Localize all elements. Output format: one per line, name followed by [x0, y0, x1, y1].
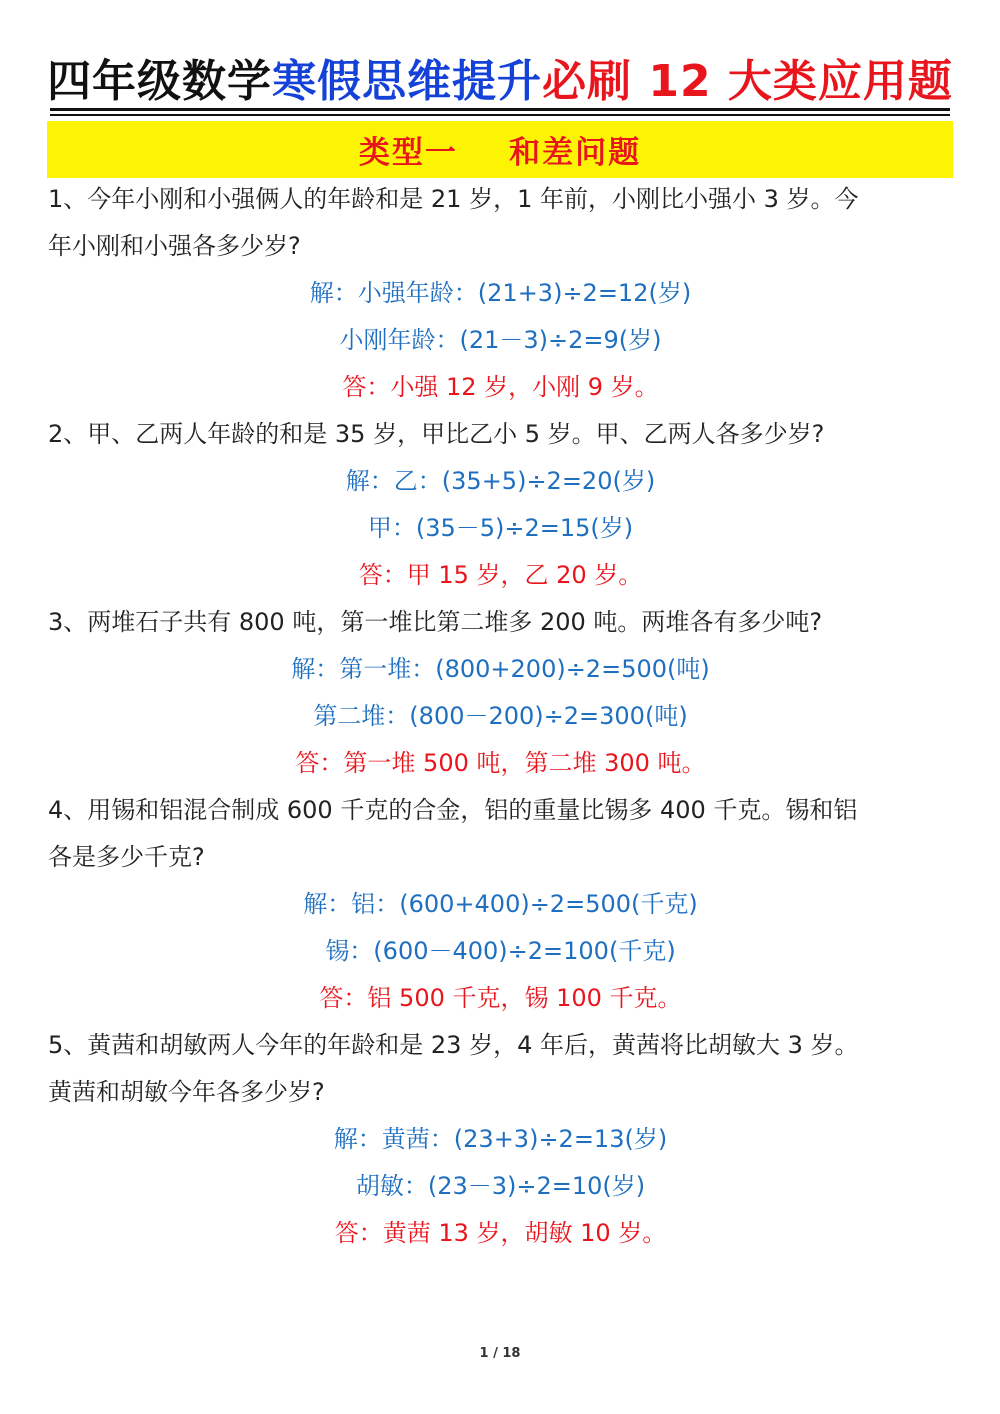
section-banner-text: 类型一 和差问题	[358, 135, 642, 171]
question-line: 年小刚和小强各多少岁?	[48, 232, 301, 260]
answer-line: 答：甲 15 岁，乙 20 岁。	[358, 561, 643, 589]
question-line: 2、甲、乙两人年龄的和是 35 岁，甲比乙小 5 岁。甲、乙两人各多少岁?	[48, 420, 825, 448]
title-underline-thin	[50, 114, 950, 116]
answer-line: 答：铝 500 千克，锡 100 千克。	[319, 984, 682, 1012]
title-part-black: 四年级数学	[47, 56, 273, 107]
problem-1	[48, 176, 953, 411]
page-number: 1 / 18	[479, 1346, 521, 1361]
question-line: 各是多少千克?	[48, 843, 205, 871]
title-underline	[50, 108, 950, 111]
solution-line: 解：小强年龄：(21+3)÷2=12(岁)	[309, 279, 692, 307]
question-line: 3、两堆石子共有 800 吨，第一堆比第二堆多 200 吨。两堆各有多少吨?	[48, 608, 823, 636]
solution-line: 甲：(35－5)÷2=15(岁)	[367, 514, 634, 542]
problem-3	[48, 599, 953, 787]
answer-line: 答：小强 12 岁，小刚 9 岁。	[342, 373, 659, 401]
solution-line: 解：乙：(35+5)÷2=20(岁)	[345, 467, 656, 495]
title-part-red: 必刷 12 大类应用题	[542, 56, 953, 107]
problem-4	[48, 787, 953, 1022]
section-banner	[47, 121, 953, 178]
question-line: 5、黄茜和胡敏两人今年的年龄和是 23 岁，4 年后，黄茜将比胡敏大 3 岁。	[48, 1031, 859, 1059]
solution-line: 胡敏：(23－3)÷2=10(岁)	[355, 1172, 646, 1200]
answer-line: 答：黄茜 13 岁，胡敏 10 岁。	[334, 1219, 667, 1247]
problem-list	[48, 176, 953, 1257]
title-part-blue: 寒假思维提升	[272, 56, 543, 107]
solution-line: 第二堆：(800－200)÷2=300(吨)	[313, 702, 688, 730]
question-line: 黄茜和胡敏今年各多少岁?	[48, 1078, 325, 1106]
solution-line: 解：第一堆：(800+200)÷2=500(吨)	[291, 655, 710, 683]
answer-line: 答：第一堆 500 吨，第二堆 300 吨。	[295, 749, 706, 777]
question-line: 4、用锡和铝混合制成 600 千克的合金，铝的重量比锡多 400 千克。锡和铝	[48, 796, 858, 824]
problem-5	[48, 1022, 953, 1257]
solution-line: 解：黄茜：(23+3)÷2=13(岁)	[333, 1125, 668, 1153]
page-title	[0, 52, 1000, 112]
problem-2	[48, 411, 953, 599]
question-line: 1、今年小刚和小强俩人的年龄和是 21 岁，1 年前，小刚比小强小 3 岁。今	[48, 185, 859, 213]
solution-line: 解：铝：(600+400)÷2=500(千克)	[303, 890, 698, 918]
solution-line: 锡：(600－400)÷2=100(千克)	[325, 937, 676, 965]
solution-line: 小刚年龄：(21－3)÷2=9(岁)	[339, 326, 662, 354]
